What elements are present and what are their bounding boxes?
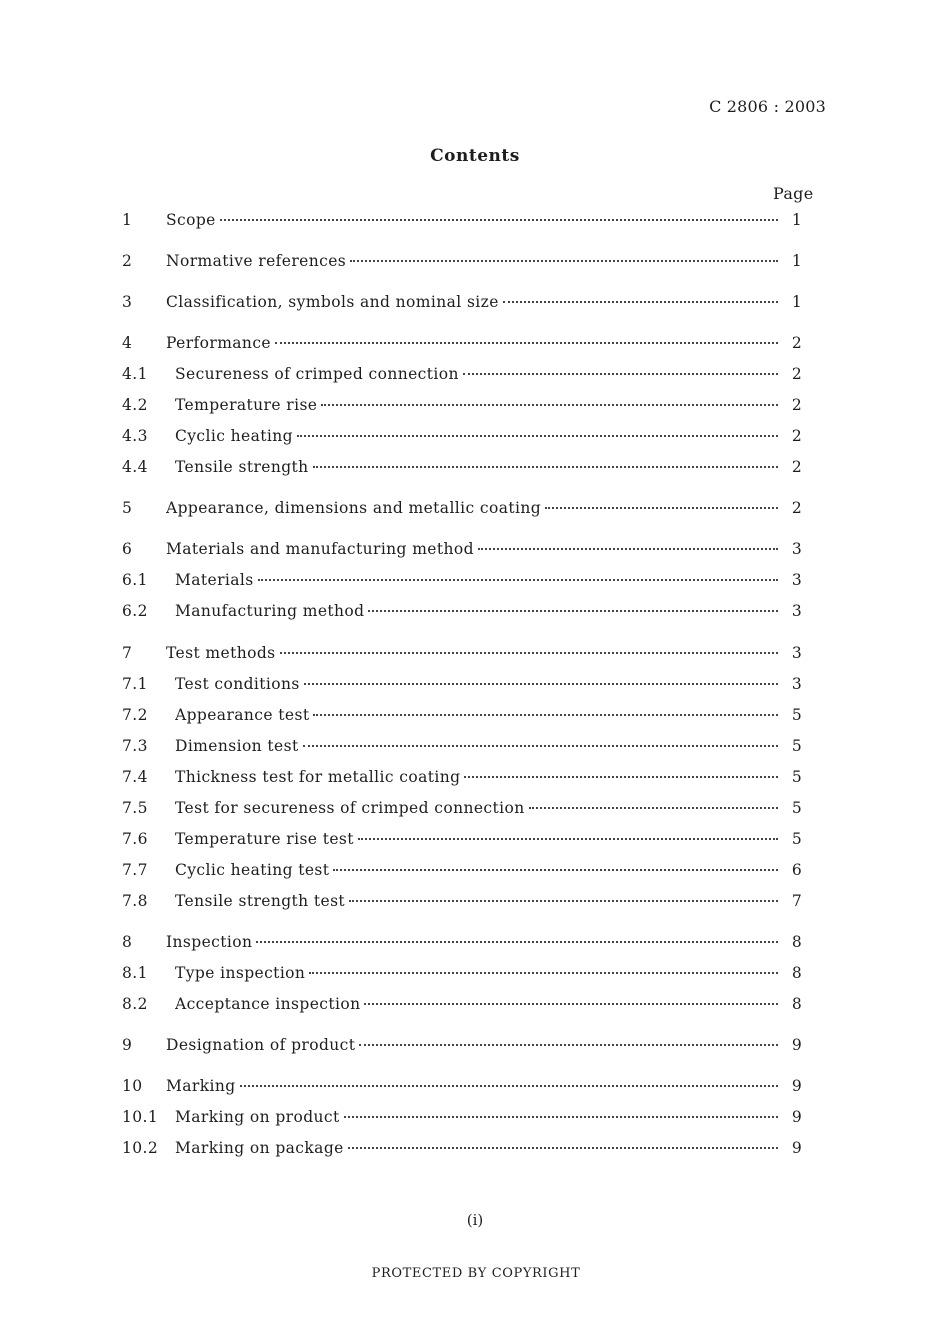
dot-leader (368, 610, 778, 612)
toc-number: 5 (122, 499, 133, 517)
toc-entry[interactable] (122, 427, 808, 451)
toc-entry[interactable] (122, 334, 808, 358)
toc-page-number: 1 (791, 211, 803, 229)
toc-page-number: 2 (791, 458, 803, 476)
toc-page-number: 2 (791, 396, 803, 414)
toc-label: Classification, symbols and nominal size (166, 293, 499, 311)
toc-page-number: 8 (791, 964, 803, 982)
toc-number: 6.2 (122, 602, 148, 620)
toc-entry[interactable] (122, 675, 808, 699)
toc-label: Materials and manufacturing method (166, 540, 474, 558)
toc-entry[interactable] (122, 706, 808, 730)
dot-leader (297, 435, 778, 437)
toc-label: Tensile strength (175, 458, 309, 476)
dot-leader (344, 1116, 778, 1118)
toc-number: 8.1 (122, 964, 148, 982)
toc-label: Appearance test (175, 706, 310, 724)
dot-leader (348, 1147, 778, 1149)
toc-number: 7.4 (122, 768, 148, 786)
toc-label: Materials (175, 571, 254, 589)
toc-entry[interactable] (122, 365, 808, 389)
toc-page-number: 5 (791, 737, 803, 755)
toc-page-number: 9 (791, 1139, 803, 1157)
toc-label: Tensile strength test (175, 892, 346, 910)
toc-number: 9 (122, 1036, 133, 1054)
toc-label: Test for secureness of crimped connection (175, 799, 525, 817)
dot-leader (364, 1003, 778, 1005)
dot-leader (358, 838, 778, 840)
dot-leader (545, 507, 778, 509)
toc-label: Appearance, dimensions and metallic coating (166, 499, 542, 517)
toc-page-number: 5 (791, 768, 803, 786)
toc-number: 6 (122, 540, 133, 558)
toc-number: 7.6 (122, 830, 148, 848)
toc-number: 10 (122, 1077, 143, 1095)
toc-page-number: 3 (791, 540, 803, 558)
toc-label: Temperature rise (175, 396, 318, 414)
toc-page-number: 5 (791, 830, 803, 848)
dot-leader (349, 900, 778, 902)
dot-leader (359, 1044, 778, 1046)
toc-entry[interactable] (122, 1077, 808, 1101)
page-column-label: Page (773, 184, 814, 203)
toc-label: Designation of product (166, 1036, 356, 1054)
dot-leader (321, 404, 778, 406)
toc-page-number: 5 (791, 706, 803, 724)
toc-entry[interactable] (122, 571, 808, 595)
copyright-notice: PROTECTED ΒY COPYRIGHT (371, 1266, 581, 1281)
toc-page-number: 3 (791, 571, 803, 589)
toc-page-number: 9 (791, 1036, 803, 1054)
dot-leader (464, 776, 778, 778)
toc-number: 8.2 (122, 995, 148, 1013)
toc-entry[interactable] (122, 799, 808, 823)
toc-label: Performance (166, 334, 271, 352)
toc-page-number: 3 (791, 644, 803, 662)
dot-leader (280, 652, 778, 654)
dot-leader (478, 548, 778, 550)
toc-label: Marking (166, 1077, 236, 1095)
toc-number: 7.2 (122, 706, 148, 724)
toc-number: 7 (122, 644, 133, 662)
dot-leader (529, 807, 778, 809)
toc-number: 7.7 (122, 861, 148, 879)
toc-page-number: 1 (791, 293, 803, 311)
toc-page-number: 9 (791, 1077, 803, 1095)
toc-number: 7.8 (122, 892, 148, 910)
toc-number: 10.1 (122, 1108, 159, 1126)
toc-entry[interactable] (122, 768, 808, 792)
document-id: C 2806 : 2003 (709, 97, 826, 116)
toc-label: Marking on package (175, 1139, 344, 1157)
dot-leader (313, 466, 778, 468)
toc-label: Type inspection (175, 964, 306, 982)
toc-number: 3 (122, 293, 133, 311)
dot-leader (313, 714, 778, 716)
dot-leader (258, 579, 778, 581)
toc-number: 2 (122, 252, 133, 270)
toc-entry[interactable] (122, 293, 808, 317)
toc-number: 4.1 (122, 365, 148, 383)
toc-number: 4.2 (122, 396, 148, 414)
toc-label: Thickness test for metallic coating (175, 768, 461, 786)
toc-entry[interactable] (122, 540, 808, 564)
toc-page-number: 2 (791, 427, 803, 445)
toc-page-number: 8 (791, 995, 803, 1013)
toc-page-number: 6 (791, 861, 803, 879)
toc-entry[interactable] (122, 602, 808, 626)
toc-entry[interactable] (122, 211, 808, 235)
toc-number: 10.2 (122, 1139, 159, 1157)
toc-label: Normative references (166, 252, 347, 270)
toc-number: 6.1 (122, 571, 148, 589)
dot-leader (463, 373, 778, 375)
toc-page-number: 2 (791, 365, 803, 383)
toc-label: Scope (166, 211, 216, 229)
toc-label: Test methods (166, 644, 276, 662)
toc-number: 4.4 (122, 458, 148, 476)
toc-page-number: 3 (791, 602, 803, 620)
toc-entry[interactable] (122, 644, 808, 668)
toc-page-number: 8 (791, 933, 803, 951)
dot-leader (333, 869, 778, 871)
toc-entry[interactable] (122, 396, 808, 420)
toc-entry[interactable] (122, 933, 808, 957)
toc-page-number: 2 (791, 499, 803, 517)
toc-label: Test conditions (175, 675, 300, 693)
toc-label: Marking on product (175, 1108, 340, 1126)
toc-label: Secureness of crimped connection (175, 365, 459, 383)
toc-number: 1 (122, 211, 133, 229)
toc-entry[interactable] (122, 499, 808, 523)
toc-entry[interactable] (122, 1139, 808, 1163)
toc-label: Cyclic heating test (175, 861, 330, 879)
toc-entry[interactable] (122, 995, 808, 1019)
contents-title: Contents (430, 146, 520, 166)
toc-label: Temperature rise test (175, 830, 354, 848)
toc-label: Acceptance inspection (175, 995, 361, 1013)
toc-label: Cyclic heating (175, 427, 293, 445)
toc-label: Inspection (166, 933, 253, 951)
toc-label: Dimension test (175, 737, 299, 755)
toc-entry[interactable] (122, 1108, 808, 1132)
toc-number: 7.3 (122, 737, 148, 755)
toc-entry[interactable] (122, 861, 808, 885)
toc-entry[interactable] (122, 964, 808, 988)
toc-number: 7.5 (122, 799, 148, 817)
toc-number: 7.1 (122, 675, 148, 693)
toc-page-number: 7 (791, 892, 803, 910)
toc-number: 8 (122, 933, 133, 951)
dot-leader (275, 342, 778, 344)
toc-label: Manufacturing method (175, 602, 365, 620)
toc-number: 4.3 (122, 427, 148, 445)
toc-entry[interactable] (122, 737, 808, 761)
toc-entry[interactable] (122, 252, 808, 276)
dot-leader (503, 301, 778, 303)
footer-page-number: (i) (466, 1211, 484, 1229)
dot-leader (304, 683, 778, 685)
toc-page-number: 2 (791, 334, 803, 352)
dot-leader (220, 219, 778, 221)
dot-leader (350, 260, 778, 262)
dot-leader (240, 1085, 778, 1087)
toc-entry[interactable] (122, 458, 808, 482)
toc-page-number: 3 (791, 675, 803, 693)
toc-page-number: 1 (791, 252, 803, 270)
dot-leader (303, 745, 778, 747)
toc-entry[interactable] (122, 892, 808, 916)
toc-number: 4 (122, 334, 133, 352)
toc-entry[interactable] (122, 1036, 808, 1060)
dot-leader (256, 941, 778, 943)
toc-page-number: 9 (791, 1108, 803, 1126)
toc-entry[interactable] (122, 830, 808, 854)
dot-leader (309, 972, 778, 974)
toc-page-number: 5 (791, 799, 803, 817)
